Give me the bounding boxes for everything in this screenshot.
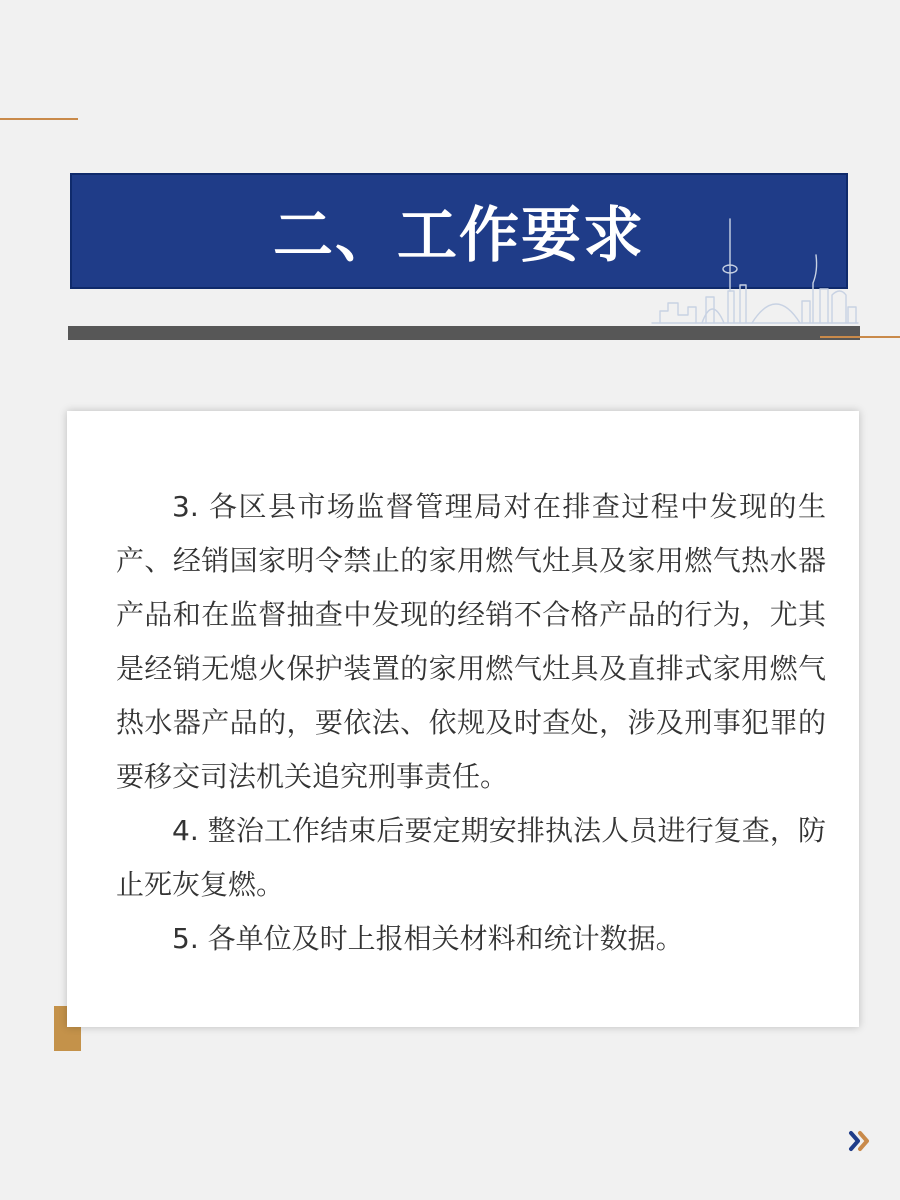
content-body <box>116 480 826 966</box>
paragraph-4: 4. 整治工作结束后要定期安排执法人员进行复查，防止死灰复燃。 <box>116 814 826 901</box>
city-skyline-icon <box>650 215 860 327</box>
page-title: 二、工作要求 <box>273 201 645 271</box>
title-underline-bar <box>68 326 860 340</box>
paragraph-3: 3. 各区县市场监督管理局对在排查过程中发现的生产、经销国家明令禁止的家用燃气灶具及家用燃气热水器产品和在监督抽查中发现的经销不合格产品的行为，尤其是经销无熄火保护装置的家用燃气灶具及直排式家用燃气热水器产品的，要依法、依规及时查处，涉及刑事犯罪的要移交司法机关追究刑事责任。 <box>116 490 826 793</box>
double-chevron-right-icon[interactable] <box>846 1126 876 1156</box>
right-accent-line <box>820 336 900 338</box>
paragraph-5: 5. 各单位及时上报相关材料和统计数据。 <box>172 922 684 955</box>
top-left-accent-line <box>0 118 78 120</box>
